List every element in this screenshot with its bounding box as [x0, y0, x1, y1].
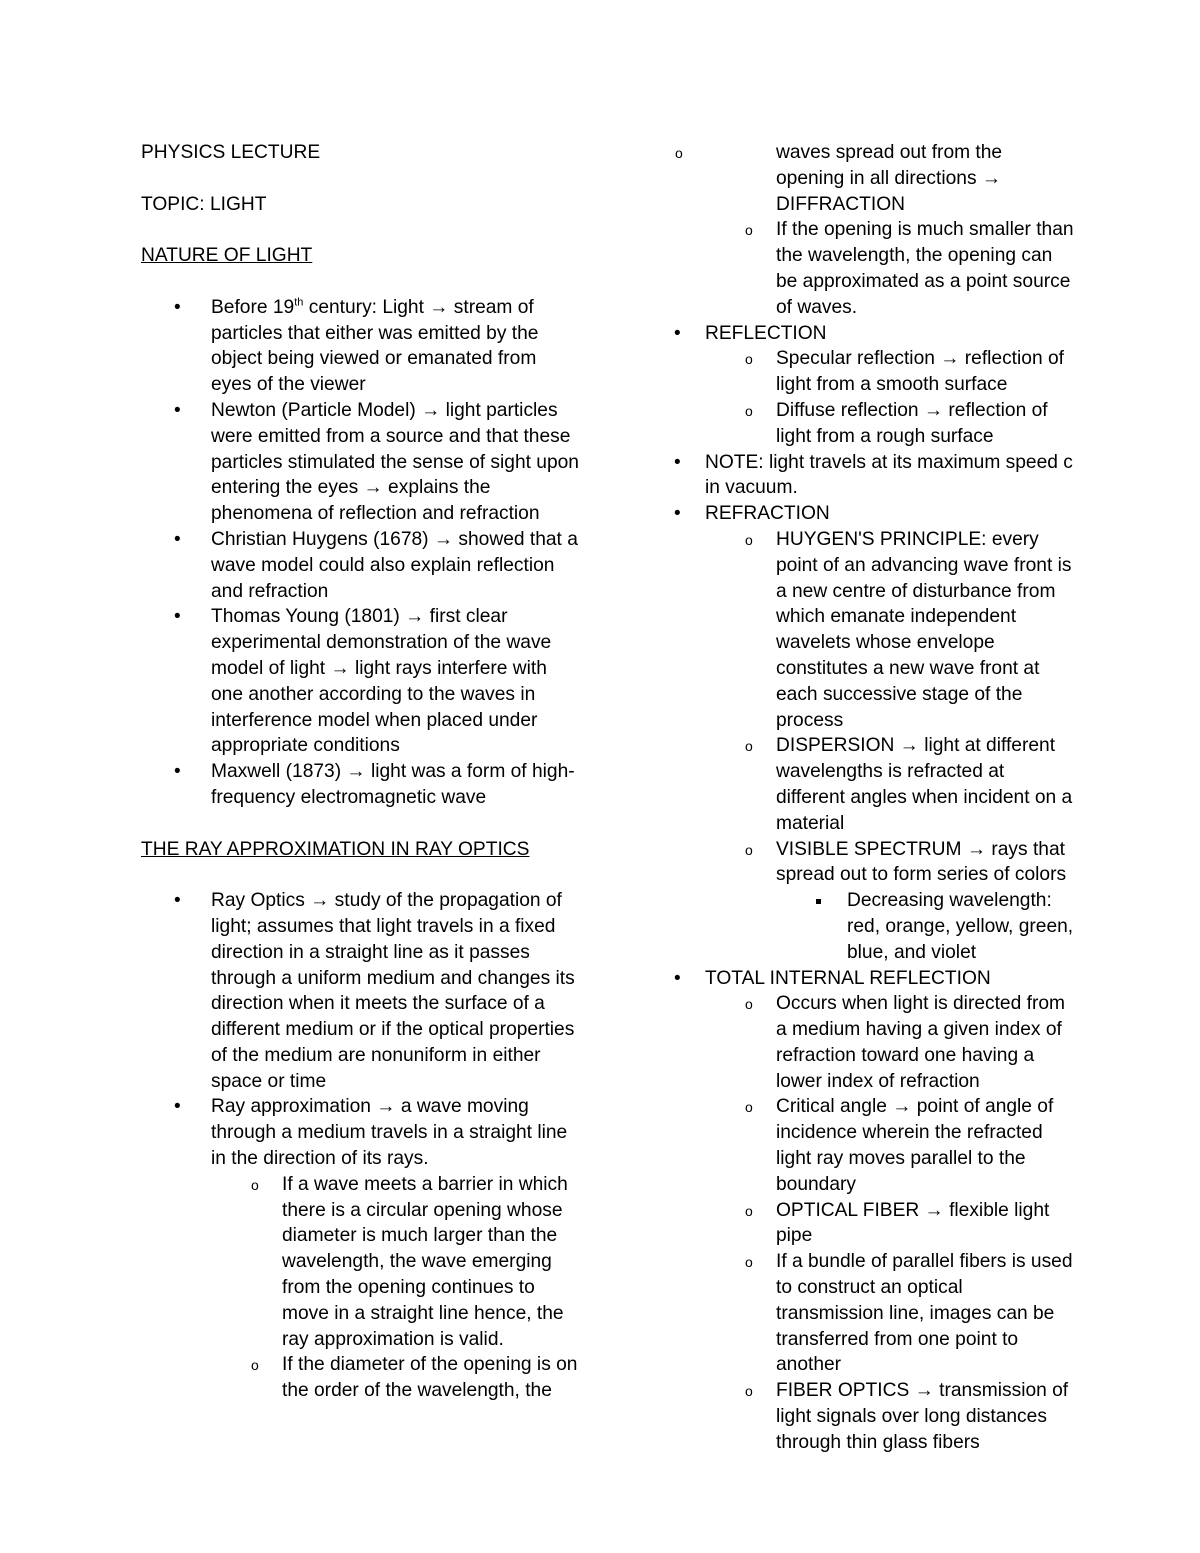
sub-list-item: o Specular reflection → reflection of light from a smooth surface: [705, 346, 1075, 398]
ray-list: [141, 888, 581, 1404]
sub-list-item: o If a wave meets a barrier in which there is a circular opening whose diameter is much larger than the wavelength, the wave emerging from the opening continues to move in a straight line hence, the ray approximation is valid.: [211, 1172, 581, 1353]
optics-list: [705, 321, 1075, 1456]
sub-list-item: o FIBER OPTICS → transmission of light signals over long distances through thin glass fibers: [705, 1378, 1075, 1455]
list-item: • Newton (Particle Model) → light particles were emitted from a source and that these particles stimulated the sense of sight upon entering the eyes → explains the phenomena of reflection and refraction: [141, 398, 581, 527]
sub-list-item: o If a bundle of parallel fibers is used to construct an optical transmission line, images can be transferred from one point to another: [705, 1249, 1075, 1378]
sub-sub-list-item: Decreasing wavelength: red, orange, yellow, green, blue, and violet: [776, 888, 1075, 965]
sub-list-item: o Diffuse reflection → reflection of light from a rough surface: [705, 398, 1075, 450]
sub-list-item: o Occurs when light is directed from a medium having a given index of refraction toward one having a lower index of refraction: [705, 991, 1075, 1094]
list-item: [705, 321, 1075, 450]
section-heading-nature: NATURE OF LIGHT: [141, 245, 313, 267]
sub-list-item: [705, 837, 1075, 966]
sub-list-item: o Critical angle → point of angle of incidence wherein the refracted light ray moves parallel to the boundary: [705, 1094, 1075, 1197]
bullet-text: Before 19: [211, 296, 295, 318]
sub-list-item: o OPTICAL FIBER → flexible light pipe: [705, 1198, 1075, 1250]
reflection-sublist: [705, 346, 1075, 449]
bullet-text: century: Light → stream of particles that either was emitted by the object being viewed or emanated from eyes of the viewer: [211, 296, 539, 396]
refraction-sublist: [705, 527, 1075, 966]
nature-list: [141, 295, 581, 811]
list-item: • Maxwell (1873) → light was a form of high-frequency electromagnetic wave: [141, 759, 581, 811]
sub-bullet-text: VISIBLE SPECTRUM → rays that spread out to form series of colors: [776, 838, 1067, 886]
section-heading-ray: THE RAY APPROXIMATION IN RAY OPTICS: [141, 838, 530, 860]
sub-list-item: o If the diameter of the opening is on the order of the wavelength, the: [211, 1352, 581, 1404]
ray-sublist: [211, 1172, 581, 1404]
tir-sublist: [705, 991, 1075, 1455]
left-column: [141, 140, 581, 1404]
ray-sublist-right: [705, 217, 1075, 320]
sub-list-item: o HUYGEN'S PRINCIPLE: every point of an advancing wave front is a new centre of disturbance from which emanate independent wavelets whose envelope constitutes a new wave front at each successive stage of the process: [705, 527, 1075, 733]
right-column: [705, 140, 1075, 1456]
topic-line: TOPIC: LIGHT: [141, 193, 267, 215]
list-item: • Christian Huygens (1678) → showed that a wave model could also explain reflection and refraction: [141, 527, 581, 604]
list-item: [705, 966, 1075, 1456]
bullet-text: Ray approximation → a wave moving through a medium travels in a straight line in the direction of its rays.: [211, 1096, 568, 1170]
list-item: • Thomas Young (1801) → first clear experimental demonstration of the wave model of light → light rays interfere with one another according to the waves in interference model when placed under appropriate conditions: [141, 604, 581, 759]
superscript: th: [294, 296, 304, 309]
spectrum-sublist: [776, 888, 1075, 965]
list-item: • Ray Optics → study of the propagation of light; assumes that light travels in a fixed direction in a straight line as it passes through a uniform medium and changes its direction when it meets the surface of a different medium or if the optical properties of the medium are nonuniform in either space or time: [141, 888, 581, 1094]
bullet-text: TOTAL INTERNAL REFLECTION: [705, 967, 991, 989]
list-item: [705, 501, 1075, 965]
list-item: [141, 1094, 581, 1404]
sub-list-item: o DISPERSION → light at different wavelengths is refracted at different angles when incident on a material: [705, 733, 1075, 836]
list-item: [141, 295, 581, 398]
bullet-text: REFRACTION: [705, 503, 830, 525]
continued-text: waves spread out from the opening in all directions → DIFFRACTION: [776, 142, 1003, 215]
document-title: PHYSICS LECTURE: [141, 142, 321, 163]
sub-list-item: o If the opening is much smaller than the wavelength, the opening can be approximated as a point source of waves.: [705, 217, 1075, 320]
bullet-text: REFLECTION: [705, 322, 827, 344]
list-item: • NOTE: light travels at its maximum speed c in vacuum.: [705, 450, 1075, 502]
